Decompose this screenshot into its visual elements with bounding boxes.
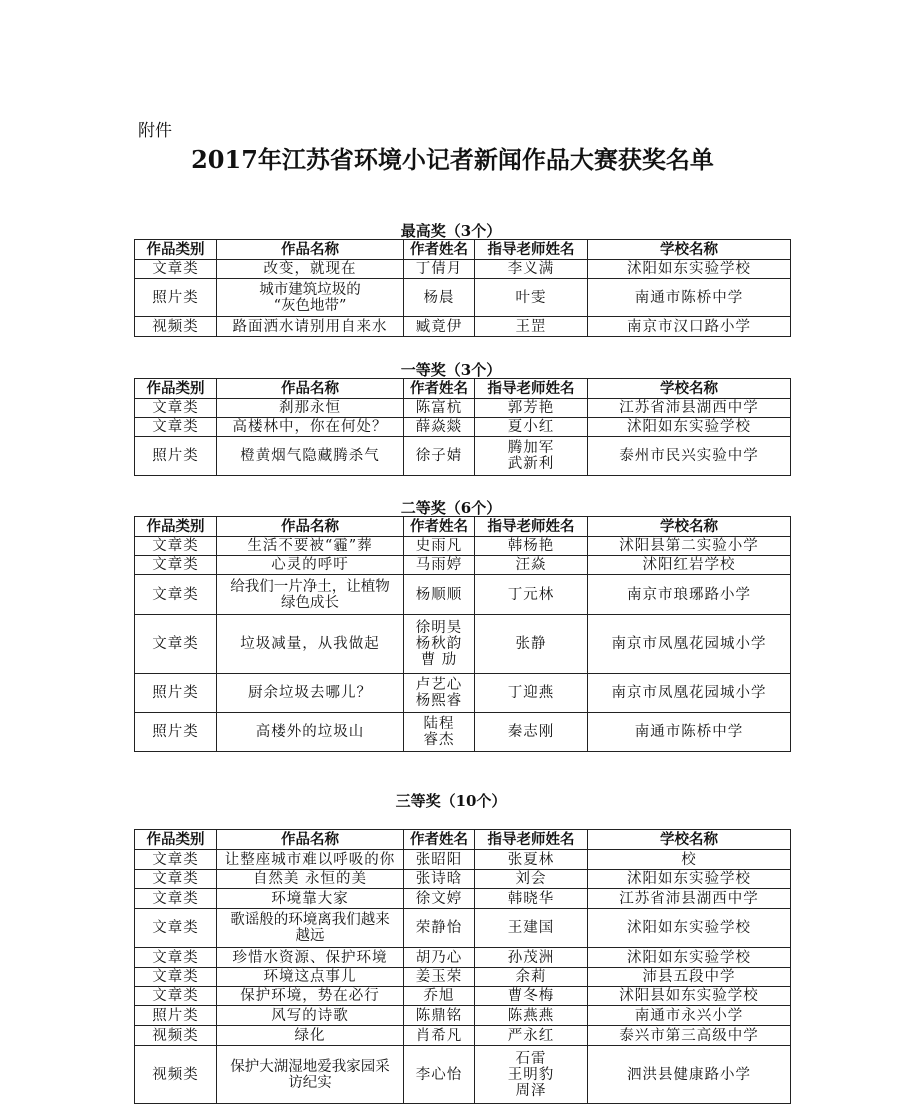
- cell-school: 泰州市民兴实验中学: [588, 437, 791, 476]
- column-header-advisor: 指导老师姓名: [475, 379, 588, 399]
- cell-category: 视频类: [135, 1046, 217, 1104]
- column-header-advisor: 指导老师姓名: [475, 517, 588, 537]
- cell-author: 史雨凡: [404, 537, 475, 556]
- cell-author: 姜玉荣: [404, 968, 475, 987]
- cell-work-title: 珍惜水资源、保护环境: [217, 948, 404, 968]
- section-title-top-award: 最高奖（3个）: [400, 222, 502, 240]
- award-table-second: [134, 516, 791, 752]
- table-header-row: [135, 830, 791, 850]
- cell-school: 泰兴市第三高级中学: [588, 1026, 791, 1046]
- cell-advisor: 韩晓华: [475, 889, 588, 909]
- cell-author: 荣静怡: [404, 909, 475, 948]
- cell-school: 南京市琅琊路小学: [588, 575, 791, 615]
- cell-author: 徐文婷: [404, 889, 475, 909]
- attachment-label: 附件: [138, 121, 172, 141]
- table-header-row: [135, 517, 791, 537]
- table-row: [135, 418, 791, 437]
- cell-work-title: 垃圾减量，从我做起: [217, 615, 404, 674]
- table-row: [135, 279, 791, 317]
- cell-category: 文章类: [135, 575, 217, 615]
- table-row: [135, 556, 791, 575]
- cell-category: 视频类: [135, 317, 217, 337]
- table-row: [135, 437, 791, 476]
- cell-author: 臧竟伊: [404, 317, 475, 337]
- cell-advisor: 夏小红: [475, 418, 588, 437]
- award-table-third: [134, 829, 791, 1104]
- table-row: [135, 987, 791, 1006]
- cell-work-title: 厨余垃圾去哪儿？: [217, 674, 404, 713]
- column-header-work-title: 作品名称: [217, 830, 404, 850]
- column-header-advisor: 指导老师姓名: [475, 240, 588, 260]
- cell-school: 南通市陈桥中学: [588, 279, 791, 317]
- cell-author: 陆程 睿杰: [404, 713, 475, 752]
- cell-category: 照片类: [135, 279, 217, 317]
- table-row: [135, 615, 791, 674]
- cell-category: 文章类: [135, 260, 217, 279]
- column-header-category: 作品类别: [135, 379, 217, 399]
- table-row: [135, 948, 791, 968]
- cell-category: 文章类: [135, 889, 217, 909]
- cell-author: 陈富杭: [404, 399, 475, 418]
- cell-advisor: 叶雯: [475, 279, 588, 317]
- table-row: [135, 1026, 791, 1046]
- cell-category: 照片类: [135, 1006, 217, 1026]
- cell-advisor: 王罡: [475, 317, 588, 337]
- table-row: [135, 399, 791, 418]
- cell-school: 沭阳如东实验学校: [588, 260, 791, 279]
- cell-school: 沭阳如东实验学校: [588, 948, 791, 968]
- cell-category: 文章类: [135, 987, 217, 1006]
- cell-author: 杨顺顺: [404, 575, 475, 615]
- table-row: [135, 260, 791, 279]
- section-title-first-prize: 一等奖（3个）: [400, 361, 502, 379]
- cell-school: 沭阳如东实验学校: [588, 909, 791, 948]
- cell-work-title: 风写的诗歌: [217, 1006, 404, 1026]
- cell-work-title: 自然美 永恒的美: [217, 870, 404, 889]
- cell-work-title: 让整座城市难以呼吸的你: [217, 850, 404, 870]
- cell-school: 江苏省沛县湖西中学: [588, 889, 791, 909]
- cell-work-title: 高楼林中，你在何处？: [217, 418, 404, 437]
- cell-author: 胡乃心: [404, 948, 475, 968]
- cell-category: 文章类: [135, 418, 217, 437]
- cell-school: 泗洪县健康路小学: [588, 1046, 791, 1104]
- cell-advisor: 郭芳艳: [475, 399, 588, 418]
- cell-category: 照片类: [135, 713, 217, 752]
- table-row: [135, 909, 791, 948]
- cell-category: 文章类: [135, 850, 217, 870]
- table-header-row: [135, 379, 791, 399]
- column-header-school: 学校名称: [588, 240, 791, 260]
- cell-advisor: 秦志刚: [475, 713, 588, 752]
- table-row: [135, 1006, 791, 1026]
- cell-author: 卢艺心 杨熙睿: [404, 674, 475, 713]
- cell-category: 照片类: [135, 437, 217, 476]
- cell-category: 文章类: [135, 968, 217, 987]
- cell-work-title: 高楼外的垃圾山: [217, 713, 404, 752]
- cell-author: 马雨婷: [404, 556, 475, 575]
- column-header-school: 学校名称: [588, 830, 791, 850]
- cell-author: 肖希凡: [404, 1026, 475, 1046]
- cell-advisor: 石雷 王明豹 周泽: [475, 1046, 588, 1104]
- cell-school: 沛县五段中学: [588, 968, 791, 987]
- cell-category: 文章类: [135, 537, 217, 556]
- column-header-author: 作者姓名: [404, 517, 475, 537]
- cell-category: 文章类: [135, 399, 217, 418]
- column-header-school: 学校名称: [588, 379, 791, 399]
- cell-author: 李心怡: [404, 1046, 475, 1104]
- cell-school: 江苏省沛县湖西中学: [588, 399, 791, 418]
- table-row: [135, 889, 791, 909]
- cell-advisor: 李义满: [475, 260, 588, 279]
- cell-category: 文章类: [135, 615, 217, 674]
- table-row: [135, 1046, 791, 1104]
- table-row: [135, 575, 791, 615]
- cell-author: 薛焱燚: [404, 418, 475, 437]
- cell-category: 文章类: [135, 948, 217, 968]
- cell-advisor: 张静: [475, 615, 588, 674]
- cell-category: 照片类: [135, 674, 217, 713]
- cell-school: 南京市凤凰花园城小学: [588, 615, 791, 674]
- cell-author: 乔旭: [404, 987, 475, 1006]
- column-header-advisor: 指导老师姓名: [475, 830, 588, 850]
- cell-author: 陈鼎铭: [404, 1006, 475, 1026]
- table-row: [135, 713, 791, 752]
- cell-advisor: 韩杨艳: [475, 537, 588, 556]
- cell-work-title: 生活不要被“霾”葬: [217, 537, 404, 556]
- cell-school: 校: [588, 850, 791, 870]
- section-title-third-prize: 三等奖（10个）: [395, 792, 507, 810]
- table-row: [135, 870, 791, 889]
- cell-school: 南通市永兴小学: [588, 1006, 791, 1026]
- cell-advisor: 余莉: [475, 968, 588, 987]
- cell-school: 南京市凤凰花园城小学: [588, 674, 791, 713]
- column-header-author: 作者姓名: [404, 240, 475, 260]
- cell-school: 沭阳红岩学校: [588, 556, 791, 575]
- cell-work-title: 路面洒水请别用自来水: [217, 317, 404, 337]
- column-header-work-title: 作品名称: [217, 517, 404, 537]
- section-title-second-prize: 二等奖（6个）: [400, 499, 502, 517]
- cell-work-title: 城市建筑垃圾的 “灰色地带”: [217, 279, 404, 317]
- cell-school: 沭阳如东实验学校: [588, 418, 791, 437]
- cell-advisor: 张夏林: [475, 850, 588, 870]
- column-header-category: 作品类别: [135, 830, 217, 850]
- cell-work-title: 心灵的呼吁: [217, 556, 404, 575]
- cell-advisor: 丁迎燕: [475, 674, 588, 713]
- cell-work-title: 保护环境，势在必行: [217, 987, 404, 1006]
- cell-advisor: 曹冬梅: [475, 987, 588, 1006]
- cell-advisor: 刘会: [475, 870, 588, 889]
- column-header-author: 作者姓名: [404, 379, 475, 399]
- column-header-category: 作品类别: [135, 240, 217, 260]
- column-header-category: 作品类别: [135, 517, 217, 537]
- cell-school: 南通市陈桥中学: [588, 713, 791, 752]
- cell-advisor: 丁元林: [475, 575, 588, 615]
- cell-work-title: 保护大湖湿地爱我家园采 访纪实: [217, 1046, 404, 1104]
- cell-advisor: 严永红: [475, 1026, 588, 1046]
- table-header-row: [135, 240, 791, 260]
- cell-work-title: 绿化: [217, 1026, 404, 1046]
- cell-advisor: 腾加军 武新利: [475, 437, 588, 476]
- column-header-work-title: 作品名称: [217, 379, 404, 399]
- cell-category: 文章类: [135, 556, 217, 575]
- cell-author: 丁倩月: [404, 260, 475, 279]
- cell-work-title: 给我们一片净土，让植物 绿色成长: [217, 575, 404, 615]
- cell-advisor: 陈燕燕: [475, 1006, 588, 1026]
- cell-category: 文章类: [135, 909, 217, 948]
- cell-advisor: 孙茂洲: [475, 948, 588, 968]
- cell-author: 徐子婧: [404, 437, 475, 476]
- table-row: [135, 674, 791, 713]
- column-header-author: 作者姓名: [404, 830, 475, 850]
- column-header-work-title: 作品名称: [217, 240, 404, 260]
- cell-category: 视频类: [135, 1026, 217, 1046]
- cell-work-title: 环境这点事儿: [217, 968, 404, 987]
- table-row: [135, 537, 791, 556]
- cell-advisor: 汪焱: [475, 556, 588, 575]
- table-row: [135, 850, 791, 870]
- cell-work-title: 改变，就现在: [217, 260, 404, 279]
- table-row: [135, 317, 791, 337]
- cell-work-title: 歌谣般的环境离我们越来 越远: [217, 909, 404, 948]
- cell-school: 沭阳县第二实验小学: [588, 537, 791, 556]
- document-title: 2017年江苏省环境小记者新闻作品大赛获奖名单: [191, 145, 714, 174]
- cell-category: 文章类: [135, 870, 217, 889]
- cell-author: 张诗晗: [404, 870, 475, 889]
- cell-school: 沭阳县如东实验学校: [588, 987, 791, 1006]
- cell-advisor: 王建国: [475, 909, 588, 948]
- cell-school: 沭阳如东实验学校: [588, 870, 791, 889]
- cell-work-title: 环境靠大家: [217, 889, 404, 909]
- column-header-school: 学校名称: [588, 517, 791, 537]
- cell-author: 杨晨: [404, 279, 475, 317]
- cell-author: 张昭阳: [404, 850, 475, 870]
- cell-school: 南京市汉口路小学: [588, 317, 791, 337]
- table-row: [135, 968, 791, 987]
- cell-work-title: 刹那永恒: [217, 399, 404, 418]
- award-table-first: [134, 378, 791, 476]
- award-table-top: [134, 239, 791, 337]
- cell-author: 徐明昊 杨秋韵 曹 劢: [404, 615, 475, 674]
- cell-work-title: 橙黄烟气隐藏腾杀气: [217, 437, 404, 476]
